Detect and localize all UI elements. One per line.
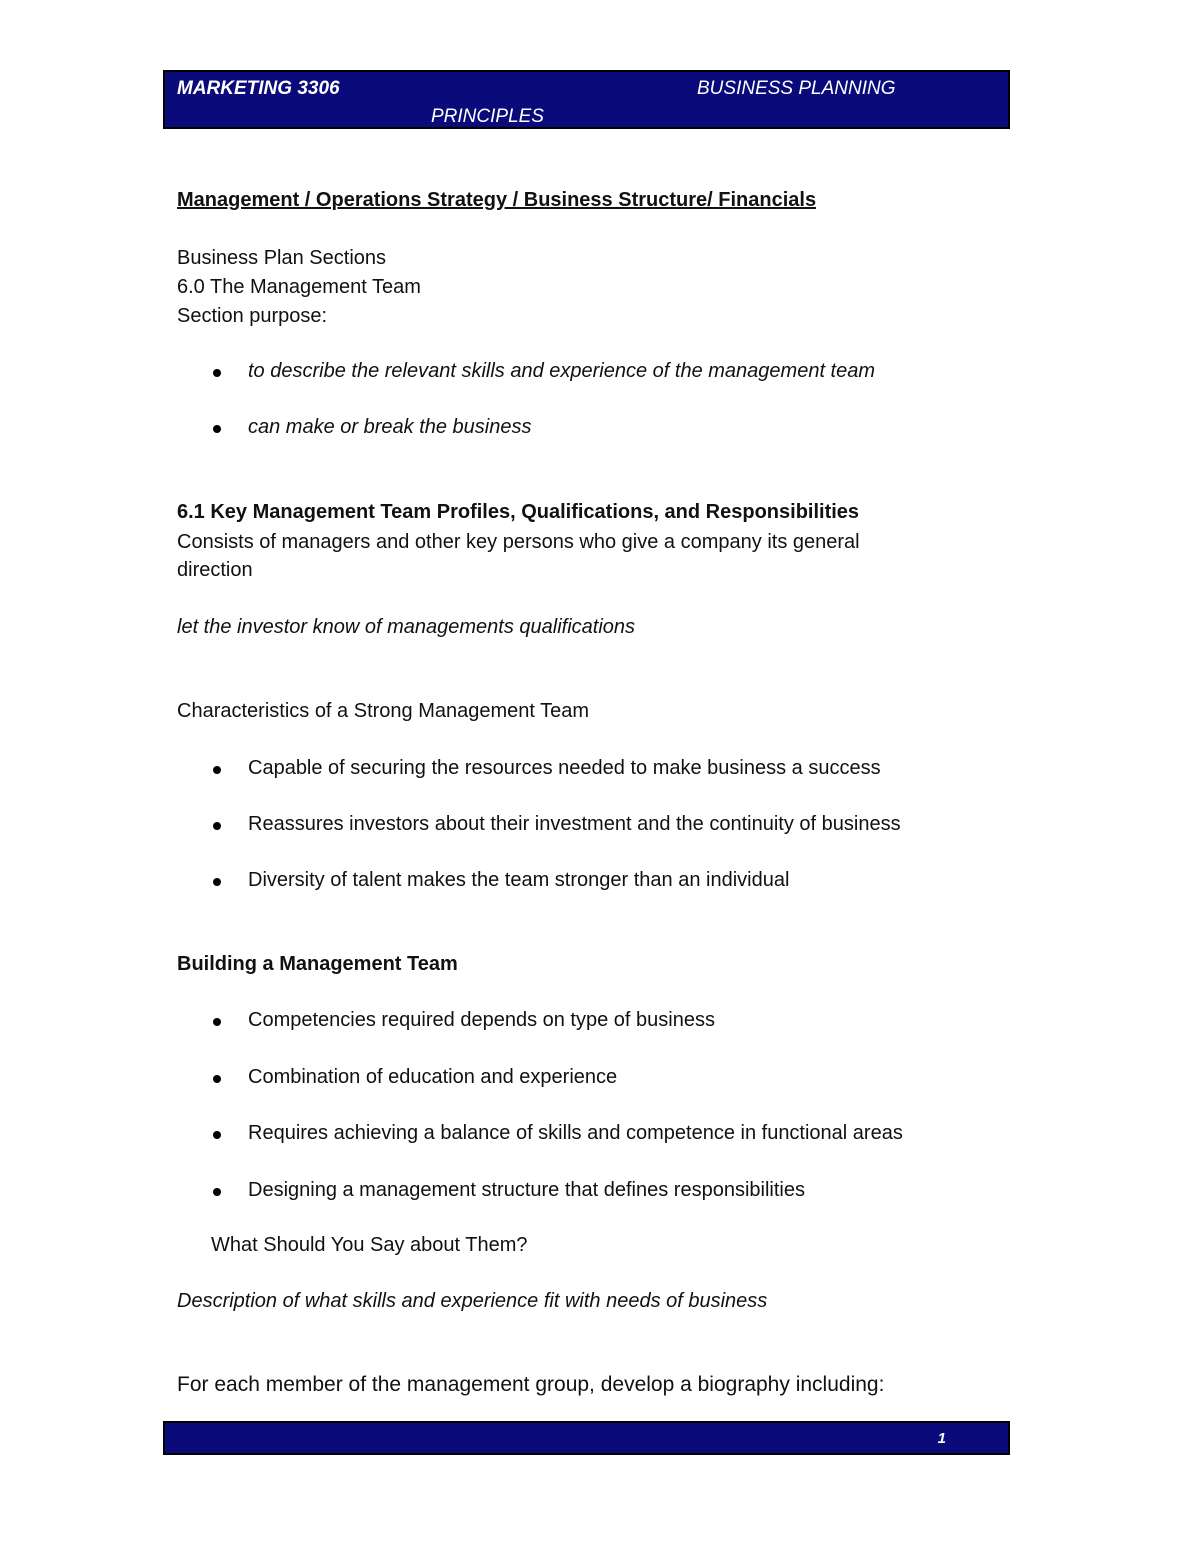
bullet-text: Combination of education and experience	[248, 1066, 618, 1088]
bullet-text: Diversity of talent makes the team stronger than an individual	[248, 869, 790, 891]
bullet-text: Reassures investors about their investment and the continuity of business	[248, 813, 901, 835]
bullet-text: Designing a management structure that defines responsibilities	[248, 1179, 805, 1201]
bullet-text: Capable of securing the resources needed to make business a success	[248, 757, 881, 779]
bullet-icon	[213, 1188, 221, 1196]
course-code: MARKETING 3306	[177, 78, 340, 99]
section-60-title: 6.0 The Management Team	[177, 276, 421, 298]
page-footer-bar	[163, 1421, 1010, 1455]
section-61-description: Consists of managers and other key persons who give a company its general	[177, 531, 860, 553]
header-title-line2: PRINCIPLES	[431, 106, 544, 127]
building-heading: Building a Management Team	[177, 953, 458, 975]
bullet-text: to describe the relevant skills and experience of the management team	[248, 360, 876, 382]
bullet-text: can make or break the business	[248, 416, 532, 438]
bullet-icon	[213, 878, 221, 886]
page-number: 1	[937, 1430, 946, 1447]
plan-sections-label: Business Plan Sections	[177, 247, 387, 269]
header-title-line1: BUSINESS PLANNING	[697, 78, 896, 99]
bullet-icon	[213, 1131, 221, 1139]
investor-note: let the investor know of managements qualifications	[177, 616, 636, 638]
section-61-title: 6.1 Key Management Team Profiles, Qualifications, and Responsibilities	[177, 501, 860, 523]
bullet-icon	[213, 822, 221, 830]
bullet-icon	[213, 1075, 221, 1083]
characteristics-heading: Characteristics of a Strong Management Team	[177, 700, 590, 722]
biography-prompt: For each member of the management group, develop a biography including:	[177, 1373, 885, 1396]
bullet-icon	[213, 1018, 221, 1026]
what-say-label: What Should You Say about Them?	[211, 1234, 528, 1256]
description-note: Description of what skills and experience fit with needs of business	[177, 1290, 768, 1312]
bullet-text: Requires achieving a balance of skills and competence in functional areas	[248, 1122, 903, 1144]
main-heading: Management / Operations Strategy / Business Structure/ Financials	[177, 189, 817, 211]
section-61-description-continued: direction	[177, 559, 253, 581]
page-header-bar	[163, 70, 1010, 129]
section-purpose-label: Section purpose:	[177, 305, 328, 327]
bullet-icon	[213, 425, 221, 433]
bullet-icon	[213, 766, 221, 774]
bullet-text: Competencies required depends on type of business	[248, 1009, 715, 1031]
bullet-icon	[213, 369, 221, 377]
